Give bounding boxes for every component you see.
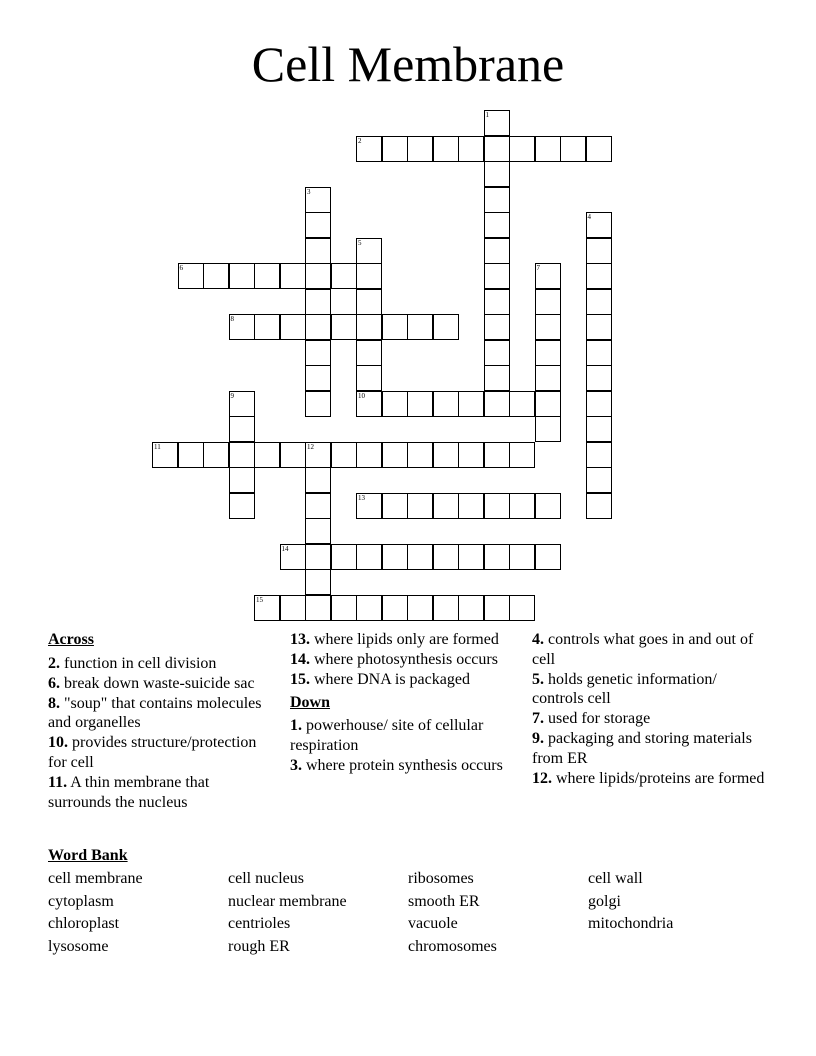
crossword-cell[interactable] [382, 136, 408, 162]
crossword-cell[interactable] [305, 569, 331, 595]
crossword-cell[interactable] [433, 136, 459, 162]
word-bank-heading: Word Bank [48, 847, 128, 864]
crossword-cell[interactable] [586, 391, 612, 417]
crossword-cell[interactable] [484, 161, 510, 187]
crossword-cell[interactable] [356, 442, 382, 468]
clue-across-2: 2. function in cell division [48, 654, 217, 672]
crossword-cell[interactable] [484, 212, 510, 238]
crossword-number: 15 [256, 595, 263, 604]
crossword-cell[interactable] [407, 544, 433, 570]
crossword-cell[interactable] [433, 442, 459, 468]
crossword-cell[interactable] [305, 467, 331, 493]
clue-across-15: 15. where DNA is packaged [290, 671, 470, 689]
crossword-cell[interactable] [229, 442, 255, 468]
crossword-number: 2 [358, 136, 362, 145]
crossword-cell[interactable] [433, 493, 459, 519]
crossword-cell[interactable] [382, 595, 408, 621]
crossword-cell[interactable] [356, 263, 382, 289]
crossword-cell[interactable] [331, 314, 357, 340]
crossword-cell[interactable] [484, 263, 510, 289]
word-bank [48, 868, 768, 958]
crossword-cell[interactable] [484, 365, 510, 391]
crossword-cell[interactable] [356, 314, 382, 340]
word-bank-item: cell nucleus [228, 870, 304, 887]
down-heading: Down [290, 693, 331, 711]
crossword-number: 9 [230, 391, 234, 400]
word-bank-row [48, 868, 768, 891]
crossword-cell[interactable] [458, 544, 484, 570]
clue-across-6: 6. break down waste-suicide sac [48, 674, 255, 692]
crossword-cell[interactable] [254, 442, 280, 468]
crossword-cell[interactable] [305, 314, 331, 340]
crossword-cell[interactable] [407, 493, 433, 519]
crossword-cell[interactable] [356, 365, 382, 391]
crossword-cell[interactable] [229, 493, 255, 519]
crossword-cell[interactable] [280, 442, 306, 468]
crossword-cell[interactable] [509, 136, 535, 162]
across-heading: Across [48, 631, 94, 648]
crossword-cell[interactable] [535, 136, 561, 162]
clue-down-5: 5. holds genetic information/ controls cell [532, 670, 717, 708]
crossword-cell[interactable] [356, 340, 382, 366]
crossword-number: 13 [358, 493, 365, 502]
clue-across-8: 8. "soup" that contains molecules and organelles [48, 694, 262, 732]
crossword-cell[interactable] [586, 493, 612, 519]
crossword-cell[interactable] [305, 391, 331, 417]
crossword-cell[interactable] [356, 544, 382, 570]
clue-across-13: 13. where lipids only are formed [290, 631, 499, 648]
page-title: Cell Membrane [251, 36, 565, 92]
crossword-cell[interactable] [382, 314, 408, 340]
clues-column-2 [290, 630, 516, 776]
crossword-cell[interactable] [305, 238, 331, 264]
crossword-cell[interactable] [305, 365, 331, 391]
crossword-cell[interactable] [458, 136, 484, 162]
word-bank-item: cell membrane [48, 870, 143, 887]
crossword-cell[interactable] [254, 314, 280, 340]
crossword-number: 6 [179, 264, 183, 272]
crossword-cell[interactable] [586, 442, 612, 468]
word-bank-item: ribosomes [408, 870, 474, 887]
clues-column-3 [532, 630, 770, 789]
crossword-cell[interactable] [407, 391, 433, 417]
clues-column-1 [48, 630, 274, 813]
crossword-cell[interactable] [586, 340, 612, 366]
crossword-cell[interactable] [535, 289, 561, 315]
crossword-cell[interactable] [586, 365, 612, 391]
crossword-cell[interactable] [535, 544, 561, 570]
crossword-cell[interactable] [484, 493, 510, 519]
crossword-cell[interactable] [535, 365, 561, 391]
word-bank-item: chromosomes [408, 937, 497, 955]
crossword-cell[interactable] [280, 263, 306, 289]
word-bank-item: smooth ER [408, 892, 480, 910]
clue-down-4: 4. controls what goes in and out of cell [532, 631, 754, 668]
crossword-cell[interactable] [356, 289, 382, 315]
crossword-cell[interactable] [229, 467, 255, 493]
crossword-number: 10 [358, 391, 365, 400]
crossword-cell[interactable] [305, 263, 331, 289]
crossword-cell[interactable] [331, 263, 357, 289]
crossword-cell[interactable] [382, 544, 408, 570]
crossword-cell[interactable] [535, 340, 561, 366]
word-bank-item: golgi [588, 892, 621, 910]
crossword-cell[interactable] [407, 136, 433, 162]
crossword-cell[interactable] [586, 289, 612, 315]
crossword-cell[interactable] [331, 595, 357, 621]
word-bank-item: centrioles [228, 915, 291, 932]
crossword-cell[interactable] [484, 442, 510, 468]
crossword-cell[interactable] [382, 493, 408, 519]
crossword-cell[interactable] [535, 391, 561, 417]
crossword-cell[interactable] [382, 391, 408, 417]
crossword-cell[interactable] [203, 442, 229, 468]
crossword-cell[interactable] [535, 493, 561, 519]
crossword-cell[interactable] [305, 544, 331, 570]
clue-down-9: 9. packaging and storing materials from ER [532, 730, 752, 768]
crossword-cell[interactable] [305, 212, 331, 238]
word-bank-item: vacuole [408, 915, 458, 932]
crossword-cell[interactable] [586, 314, 612, 340]
crossword-cell[interactable] [586, 416, 612, 442]
crossword-number: 14 [281, 544, 289, 553]
word-bank-row [48, 913, 768, 936]
crossword-cell[interactable] [509, 391, 535, 417]
clue-across-11: 11. A thin membrane that surrounds the nucleus [48, 774, 210, 811]
crossword-number: 7 [536, 264, 540, 272]
word-bank-item: nuclear membrane [228, 892, 347, 910]
crossword-cell[interactable] [560, 136, 586, 162]
crossword-cell[interactable] [382, 442, 408, 468]
crossword-number: 1 [485, 111, 489, 119]
crossword-cell[interactable] [458, 595, 484, 621]
word-bank-item: lysosome [48, 937, 109, 955]
crossword-cell[interactable] [229, 263, 255, 289]
crossword-cell[interactable] [484, 187, 510, 213]
crossword-cell[interactable] [484, 289, 510, 315]
word-bank-item: rough ER [228, 937, 290, 955]
crossword-cell[interactable] [586, 238, 612, 264]
crossword-number: 4 [587, 213, 591, 221]
word-bank-item: chloroplast [48, 915, 120, 932]
clue-across-10: 10. provides structure/protection for cell [48, 734, 257, 772]
word-bank-row [48, 891, 768, 914]
word-bank-item: cytoplasm [48, 892, 114, 910]
crossword-cell[interactable] [254, 263, 280, 289]
crossword-cell[interactable] [509, 493, 535, 519]
clue-down-12: 12. where lipids/proteins are formed [532, 770, 765, 788]
crossword-cell[interactable] [509, 595, 535, 621]
crossword-number: 11 [154, 442, 161, 451]
crossword-cell[interactable] [407, 595, 433, 621]
crossword-cell[interactable] [433, 544, 459, 570]
crossword-number: 8 [230, 315, 234, 323]
crossword-cell[interactable] [484, 314, 510, 340]
crossword-cell[interactable] [178, 442, 204, 468]
crossword-cell[interactable] [458, 493, 484, 519]
crossword-cell[interactable] [484, 340, 510, 366]
crossword-cell[interactable] [331, 544, 357, 570]
word-bank-row [48, 936, 768, 959]
crossword-cell[interactable] [484, 136, 510, 162]
word-bank-item [588, 936, 768, 959]
crossword-cell[interactable] [484, 391, 510, 417]
crossword-cell[interactable] [305, 340, 331, 366]
crossword-cell[interactable] [407, 314, 433, 340]
crossword-number: 3 [307, 187, 311, 196]
crossword-cell[interactable] [356, 595, 382, 621]
crossword-cell[interactable] [203, 263, 229, 289]
crossword-cell[interactable] [305, 595, 331, 621]
word-bank-item: cell wall [588, 870, 643, 887]
crossword-cell[interactable] [331, 442, 357, 468]
crossword-cell[interactable] [229, 416, 255, 442]
crossword-cell[interactable] [433, 391, 459, 417]
crossword-cell[interactable] [509, 544, 535, 570]
clue-across-14: 14. where photosynthesis occurs [290, 651, 498, 669]
crossword-cell[interactable] [305, 289, 331, 315]
crossword-number: 5 [358, 238, 362, 247]
crossword-cell[interactable] [484, 544, 510, 570]
crossword-cell[interactable] [458, 391, 484, 417]
crossword-cell[interactable] [535, 416, 561, 442]
crossword-cell[interactable] [458, 442, 484, 468]
crossword-cell[interactable] [305, 518, 331, 544]
crossword-cell[interactable] [586, 263, 612, 289]
crossword-cell[interactable] [484, 595, 510, 621]
clue-down-1: 1. powerhouse/ site of cellular respiration [290, 717, 484, 754]
crossword-cell[interactable] [586, 467, 612, 493]
crossword-cell[interactable] [433, 314, 459, 340]
crossword-cell[interactable] [280, 595, 306, 621]
crossword-cell[interactable] [509, 442, 535, 468]
clue-down-7: 7. used for storage [532, 710, 651, 728]
crossword-cell[interactable] [280, 314, 306, 340]
crossword-cell[interactable] [484, 238, 510, 264]
crossword-number: 12 [307, 442, 314, 451]
crossword-cell[interactable] [305, 493, 331, 519]
clue-down-3: 3. where protein synthesis occurs [290, 757, 503, 775]
crossword-cell[interactable] [433, 595, 459, 621]
crossword-cell[interactable] [407, 442, 433, 468]
crossword-cell[interactable] [586, 136, 612, 162]
word-bank-item: mitochondria [588, 915, 674, 932]
crossword-cell[interactable] [535, 314, 561, 340]
